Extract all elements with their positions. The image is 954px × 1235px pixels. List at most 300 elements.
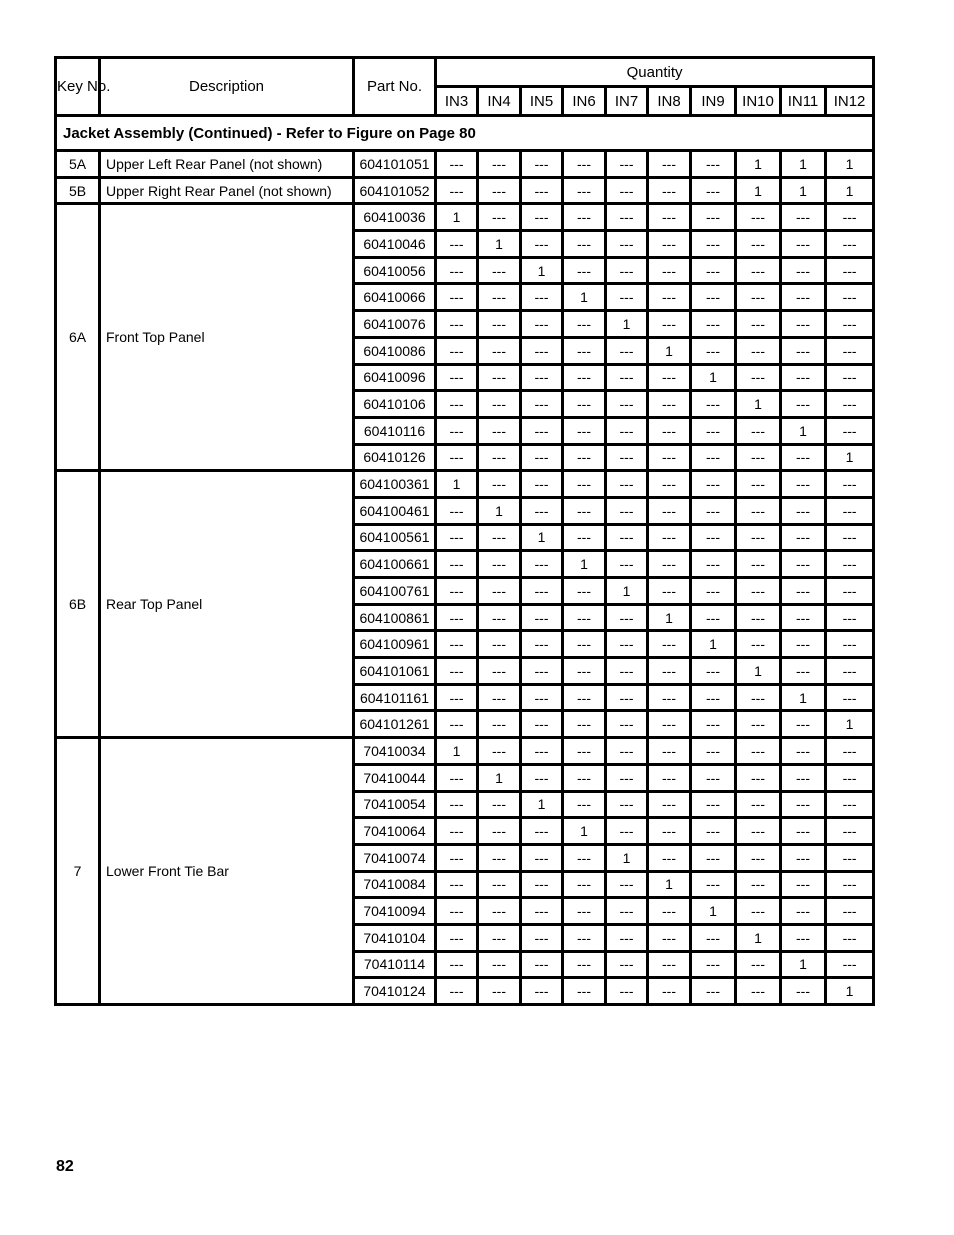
quantity-cell: 1	[781, 684, 826, 711]
quantity-cell: ---	[691, 444, 736, 471]
part-no-cell: 604100761	[354, 578, 436, 605]
quantity-cell: ---	[648, 818, 691, 845]
quantity-cell: ---	[436, 924, 478, 951]
quantity-cell: ---	[826, 364, 874, 391]
quantity-cell: ---	[563, 951, 606, 978]
quantity-cell: ---	[648, 177, 691, 204]
quantity-cell: ---	[781, 204, 826, 231]
quantity-cell: 1	[436, 204, 478, 231]
quantity-cell: ---	[521, 978, 563, 1005]
quantity-cell: ---	[436, 898, 478, 925]
header-row	[56, 58, 874, 87]
quantity-cell: ---	[478, 604, 521, 631]
quantity-cell: ---	[736, 978, 781, 1005]
quantity-cell: ---	[826, 844, 874, 871]
quantity-cell: ---	[736, 417, 781, 444]
quantity-cell: ---	[563, 311, 606, 338]
quantity-cell: ---	[478, 631, 521, 658]
part-no-cell: 604101061	[354, 658, 436, 685]
quantity-cell: ---	[606, 658, 648, 685]
quantity-cell: ---	[606, 871, 648, 898]
quantity-cell: ---	[781, 231, 826, 258]
key-no-cell: 7	[56, 738, 100, 1005]
quantity-cell: ---	[736, 337, 781, 364]
quantity-cell: ---	[606, 818, 648, 845]
quantity-cell: ---	[691, 177, 736, 204]
quantity-cell: 1	[691, 631, 736, 658]
part-no-cell: 604100861	[354, 604, 436, 631]
quantity-cell: ---	[521, 231, 563, 258]
quantity-cell: ---	[691, 658, 736, 685]
quantity-cell: ---	[606, 551, 648, 578]
quantity-cell: 1	[736, 177, 781, 204]
description-cell: Rear Top Panel	[100, 471, 354, 738]
header-model: IN6	[563, 87, 606, 116]
header-model: IN8	[648, 87, 691, 116]
quantity-cell: ---	[521, 578, 563, 605]
quantity-cell: ---	[648, 284, 691, 311]
part-no-cell: 60410046	[354, 231, 436, 258]
quantity-cell: ---	[736, 684, 781, 711]
quantity-cell: ---	[521, 444, 563, 471]
quantity-cell: ---	[521, 764, 563, 791]
quantity-cell: ---	[436, 231, 478, 258]
key-no-cell: 5B	[56, 177, 100, 204]
part-no-cell: 60410066	[354, 284, 436, 311]
quantity-cell: ---	[436, 257, 478, 284]
header-key-no: Key No.	[56, 58, 100, 116]
part-no-cell: 604101051	[354, 151, 436, 178]
quantity-cell: ---	[781, 578, 826, 605]
quantity-cell: ---	[606, 204, 648, 231]
quantity-cell: ---	[691, 711, 736, 738]
quantity-cell: ---	[691, 791, 736, 818]
quantity-cell: ---	[781, 257, 826, 284]
quantity-cell: ---	[478, 284, 521, 311]
quantity-cell: ---	[826, 658, 874, 685]
quantity-cell: ---	[606, 284, 648, 311]
quantity-cell: ---	[606, 978, 648, 1005]
quantity-cell: ---	[478, 177, 521, 204]
quantity-cell: ---	[691, 151, 736, 178]
table-header	[56, 58, 874, 116]
table-row	[56, 177, 874, 204]
part-no-cell: 70410124	[354, 978, 436, 1005]
quantity-cell: ---	[436, 524, 478, 551]
part-no-cell: 604100461	[354, 497, 436, 524]
part-no-cell: 70410044	[354, 764, 436, 791]
quantity-cell: ---	[781, 391, 826, 418]
quantity-cell: 1	[606, 844, 648, 871]
quantity-cell: ---	[521, 551, 563, 578]
quantity-cell: ---	[826, 764, 874, 791]
quantity-cell: ---	[521, 497, 563, 524]
quantity-cell: 1	[736, 924, 781, 951]
quantity-cell: ---	[606, 364, 648, 391]
quantity-cell: ---	[826, 551, 874, 578]
part-no-cell: 70410084	[354, 871, 436, 898]
quantity-cell: ---	[736, 711, 781, 738]
part-no-cell: 60410126	[354, 444, 436, 471]
quantity-cell: ---	[563, 791, 606, 818]
quantity-cell: ---	[563, 391, 606, 418]
quantity-cell: ---	[521, 204, 563, 231]
quantity-cell: ---	[436, 578, 478, 605]
quantity-cell: ---	[606, 604, 648, 631]
quantity-cell: ---	[736, 364, 781, 391]
quantity-cell: ---	[648, 551, 691, 578]
quantity-cell: ---	[563, 604, 606, 631]
quantity-cell: ---	[606, 497, 648, 524]
part-no-cell: 70410074	[354, 844, 436, 871]
quantity-cell: ---	[736, 284, 781, 311]
quantity-cell: ---	[736, 471, 781, 498]
quantity-cell: ---	[781, 898, 826, 925]
quantity-cell: ---	[736, 764, 781, 791]
section-row	[56, 116, 874, 151]
part-no-cell: 70410054	[354, 791, 436, 818]
quantity-cell: ---	[606, 924, 648, 951]
quantity-cell: ---	[781, 337, 826, 364]
quantity-cell: 1	[478, 497, 521, 524]
quantity-cell: ---	[691, 578, 736, 605]
header-model: IN11	[781, 87, 826, 116]
quantity-cell: ---	[648, 684, 691, 711]
quantity-cell: ---	[436, 951, 478, 978]
quantity-cell: ---	[606, 711, 648, 738]
quantity-cell: ---	[478, 978, 521, 1005]
quantity-cell: ---	[606, 684, 648, 711]
quantity-cell: ---	[436, 631, 478, 658]
quantity-cell: ---	[478, 844, 521, 871]
quantity-cell: ---	[521, 364, 563, 391]
table-body	[56, 116, 874, 1005]
quantity-cell: 1	[826, 177, 874, 204]
quantity-cell: ---	[691, 471, 736, 498]
header-model: IN5	[521, 87, 563, 116]
quantity-cell: ---	[436, 364, 478, 391]
quantity-cell: ---	[478, 471, 521, 498]
quantity-cell: ---	[826, 257, 874, 284]
quantity-cell: ---	[826, 951, 874, 978]
quantity-cell: ---	[736, 738, 781, 765]
quantity-cell: ---	[826, 204, 874, 231]
quantity-cell: ---	[781, 311, 826, 338]
quantity-cell: 1	[563, 284, 606, 311]
quantity-cell: 1	[691, 364, 736, 391]
quantity-cell: ---	[648, 898, 691, 925]
quantity-cell: ---	[478, 924, 521, 951]
quantity-cell: ---	[781, 604, 826, 631]
quantity-cell: ---	[436, 764, 478, 791]
quantity-cell: ---	[781, 844, 826, 871]
quantity-cell: ---	[436, 284, 478, 311]
quantity-cell: ---	[436, 444, 478, 471]
quantity-cell: ---	[691, 284, 736, 311]
quantity-cell: ---	[436, 658, 478, 685]
description-cell: Upper Left Rear Panel (not shown)	[100, 151, 354, 178]
quantity-cell: ---	[781, 924, 826, 951]
header-quantity: Quantity	[436, 58, 874, 87]
quantity-cell: ---	[478, 311, 521, 338]
quantity-cell: ---	[521, 471, 563, 498]
quantity-cell: ---	[648, 738, 691, 765]
quantity-cell: ---	[781, 284, 826, 311]
quantity-cell: 1	[606, 311, 648, 338]
quantity-cell: 1	[436, 738, 478, 765]
description-cell: Upper Right Rear Panel (not shown)	[100, 177, 354, 204]
quantity-cell: ---	[478, 151, 521, 178]
quantity-cell: ---	[826, 898, 874, 925]
quantity-cell: ---	[648, 311, 691, 338]
quantity-cell: ---	[563, 738, 606, 765]
quantity-cell: 1	[563, 818, 606, 845]
quantity-cell: ---	[736, 631, 781, 658]
quantity-cell: ---	[826, 231, 874, 258]
quantity-cell: ---	[436, 177, 478, 204]
quantity-cell: ---	[436, 311, 478, 338]
quantity-cell: ---	[648, 951, 691, 978]
quantity-cell: ---	[691, 951, 736, 978]
quantity-cell: ---	[736, 204, 781, 231]
quantity-cell: ---	[691, 684, 736, 711]
quantity-cell: ---	[648, 231, 691, 258]
part-no-cell: 70410114	[354, 951, 436, 978]
quantity-cell: ---	[478, 684, 521, 711]
quantity-cell: ---	[436, 818, 478, 845]
quantity-cell: ---	[781, 444, 826, 471]
quantity-cell: ---	[781, 871, 826, 898]
quantity-cell: ---	[436, 551, 478, 578]
quantity-cell: ---	[521, 871, 563, 898]
quantity-cell: ---	[478, 551, 521, 578]
quantity-cell: ---	[781, 978, 826, 1005]
quantity-cell: ---	[691, 497, 736, 524]
quantity-cell: ---	[521, 684, 563, 711]
quantity-cell: ---	[648, 257, 691, 284]
quantity-cell: ---	[781, 818, 826, 845]
quantity-cell: ---	[606, 177, 648, 204]
quantity-cell: ---	[563, 471, 606, 498]
quantity-cell: ---	[691, 391, 736, 418]
quantity-cell: ---	[648, 204, 691, 231]
description-cell: Front Top Panel	[100, 204, 354, 471]
quantity-cell: ---	[736, 898, 781, 925]
quantity-cell: ---	[521, 604, 563, 631]
section-title: Jacket Assembly (Continued) - Refer to Figure on Page 80	[56, 116, 874, 151]
quantity-cell: 1	[826, 444, 874, 471]
quantity-cell: ---	[563, 764, 606, 791]
header-model: IN7	[606, 87, 648, 116]
key-no-cell: 6A	[56, 204, 100, 471]
quantity-cell: ---	[648, 524, 691, 551]
quantity-cell: ---	[563, 417, 606, 444]
quantity-cell: ---	[521, 151, 563, 178]
quantity-cell: ---	[436, 684, 478, 711]
quantity-cell: ---	[781, 631, 826, 658]
quantity-cell: ---	[521, 924, 563, 951]
quantity-cell: ---	[521, 818, 563, 845]
quantity-cell: ---	[648, 417, 691, 444]
quantity-cell: ---	[521, 658, 563, 685]
quantity-cell: ---	[781, 497, 826, 524]
quantity-cell: 1	[781, 951, 826, 978]
quantity-cell: ---	[563, 497, 606, 524]
quantity-cell: ---	[606, 764, 648, 791]
header-part-no: Part No.	[354, 58, 436, 116]
quantity-cell: 1	[563, 551, 606, 578]
quantity-cell: ---	[691, 204, 736, 231]
quantity-cell: ---	[648, 391, 691, 418]
quantity-cell: 1	[691, 898, 736, 925]
quantity-cell: ---	[521, 177, 563, 204]
table-row	[56, 738, 874, 765]
quantity-cell: ---	[521, 951, 563, 978]
quantity-cell: ---	[606, 951, 648, 978]
quantity-cell: 1	[648, 871, 691, 898]
quantity-cell: ---	[691, 738, 736, 765]
quantity-cell: ---	[826, 631, 874, 658]
quantity-cell: ---	[736, 818, 781, 845]
part-no-cell: 604100361	[354, 471, 436, 498]
quantity-cell: ---	[826, 497, 874, 524]
quantity-cell: ---	[648, 658, 691, 685]
quantity-cell: ---	[826, 684, 874, 711]
key-no-cell: 5A	[56, 151, 100, 178]
quantity-cell: ---	[691, 231, 736, 258]
quantity-cell: ---	[736, 551, 781, 578]
quantity-cell: ---	[826, 471, 874, 498]
quantity-cell: 1	[436, 471, 478, 498]
quantity-cell: ---	[563, 578, 606, 605]
quantity-cell: ---	[736, 791, 781, 818]
quantity-cell: ---	[781, 364, 826, 391]
quantity-cell: ---	[826, 924, 874, 951]
quantity-cell: ---	[478, 871, 521, 898]
quantity-cell: ---	[606, 471, 648, 498]
quantity-cell: 1	[736, 391, 781, 418]
quantity-cell: ---	[606, 257, 648, 284]
quantity-cell: ---	[826, 284, 874, 311]
quantity-cell: ---	[478, 818, 521, 845]
quantity-cell: ---	[826, 311, 874, 338]
quantity-cell: ---	[648, 711, 691, 738]
quantity-cell: ---	[478, 337, 521, 364]
quantity-cell: ---	[478, 204, 521, 231]
header-model: IN9	[691, 87, 736, 116]
part-no-cell: 604101052	[354, 177, 436, 204]
quantity-cell: ---	[563, 898, 606, 925]
quantity-cell: ---	[436, 711, 478, 738]
quantity-cell: ---	[478, 898, 521, 925]
quantity-cell: ---	[563, 177, 606, 204]
quantity-cell: ---	[563, 684, 606, 711]
quantity-cell: ---	[521, 844, 563, 871]
part-no-cell: 60410056	[354, 257, 436, 284]
quantity-cell: 1	[521, 257, 563, 284]
quantity-cell: 1	[478, 764, 521, 791]
quantity-cell: ---	[781, 658, 826, 685]
header-description: Description	[100, 58, 354, 116]
quantity-cell: 1	[781, 151, 826, 178]
part-no-cell: 60410076	[354, 311, 436, 338]
quantity-cell: ---	[736, 497, 781, 524]
part-no-cell: 604100961	[354, 631, 436, 658]
part-no-cell: 604101161	[354, 684, 436, 711]
quantity-cell: ---	[691, 871, 736, 898]
quantity-cell: ---	[691, 311, 736, 338]
quantity-cell: ---	[563, 231, 606, 258]
quantity-cell: ---	[478, 257, 521, 284]
part-no-cell: 70410034	[354, 738, 436, 765]
quantity-cell: ---	[691, 337, 736, 364]
quantity-cell: ---	[436, 151, 478, 178]
part-no-cell: 70410094	[354, 898, 436, 925]
quantity-cell: ---	[736, 524, 781, 551]
quantity-cell: ---	[606, 631, 648, 658]
part-no-cell: 604100561	[354, 524, 436, 551]
quantity-cell: ---	[563, 151, 606, 178]
quantity-cell: ---	[436, 337, 478, 364]
part-no-cell: 60410096	[354, 364, 436, 391]
quantity-cell: ---	[521, 417, 563, 444]
quantity-cell: ---	[736, 578, 781, 605]
quantity-cell: 1	[648, 604, 691, 631]
quantity-cell: ---	[563, 924, 606, 951]
quantity-cell: ---	[648, 978, 691, 1005]
quantity-cell: ---	[648, 631, 691, 658]
quantity-cell: ---	[478, 391, 521, 418]
quantity-cell: ---	[606, 151, 648, 178]
quantity-cell: ---	[648, 578, 691, 605]
quantity-cell: 1	[826, 151, 874, 178]
part-no-cell: 604100661	[354, 551, 436, 578]
quantity-cell: ---	[436, 978, 478, 1005]
quantity-cell: 1	[826, 711, 874, 738]
quantity-cell: ---	[606, 898, 648, 925]
quantity-cell: ---	[521, 898, 563, 925]
quantity-cell: ---	[826, 524, 874, 551]
quantity-cell: ---	[781, 711, 826, 738]
quantity-cell: ---	[563, 257, 606, 284]
quantity-cell: ---	[648, 791, 691, 818]
quantity-cell: ---	[781, 738, 826, 765]
quantity-cell: ---	[436, 391, 478, 418]
quantity-cell: ---	[521, 711, 563, 738]
header-model: IN3	[436, 87, 478, 116]
quantity-cell: ---	[691, 818, 736, 845]
quantity-cell: ---	[691, 417, 736, 444]
quantity-cell: ---	[478, 417, 521, 444]
quantity-cell: ---	[478, 791, 521, 818]
quantity-cell: ---	[521, 631, 563, 658]
quantity-cell: ---	[436, 497, 478, 524]
quantity-cell: ---	[736, 311, 781, 338]
quantity-cell: ---	[563, 978, 606, 1005]
quantity-cell: ---	[691, 524, 736, 551]
quantity-cell: ---	[563, 524, 606, 551]
quantity-cell: ---	[826, 578, 874, 605]
quantity-cell: ---	[563, 871, 606, 898]
quantity-cell: ---	[736, 871, 781, 898]
quantity-cell: 1	[648, 337, 691, 364]
quantity-cell: ---	[521, 284, 563, 311]
quantity-cell: ---	[606, 738, 648, 765]
quantity-cell: 1	[521, 791, 563, 818]
quantity-cell: ---	[648, 497, 691, 524]
quantity-cell: ---	[563, 844, 606, 871]
quantity-cell: ---	[648, 924, 691, 951]
